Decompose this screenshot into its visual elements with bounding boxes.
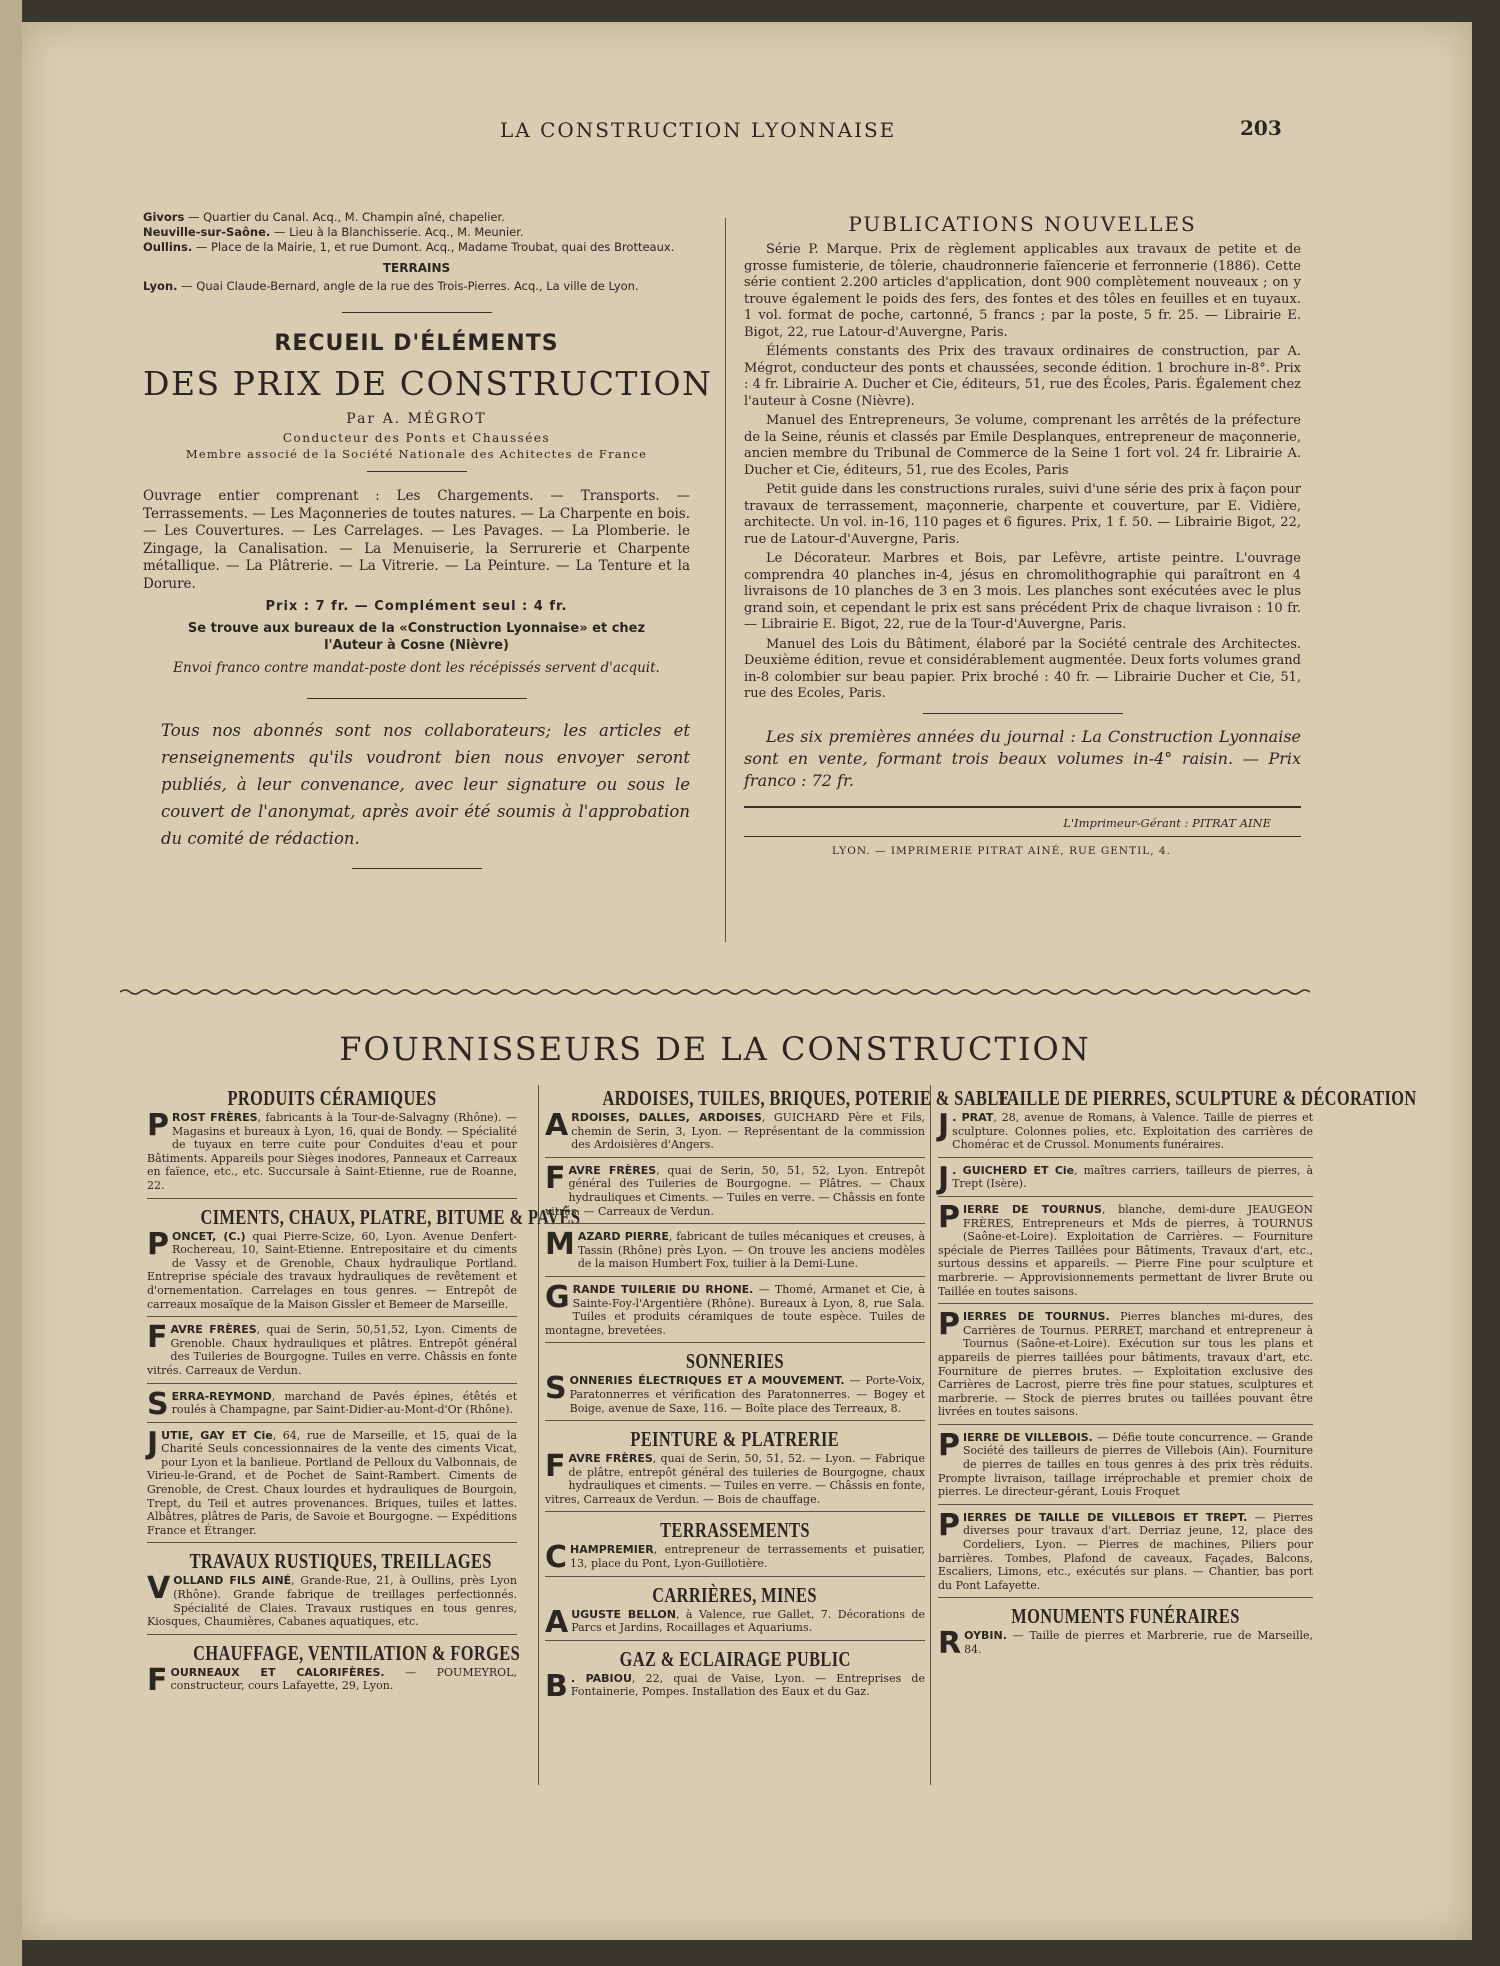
publication-item: Petit guide dans les constructions rurales, suivi d'une série des prix à façon pour travaux de terrassement, maçonnerie, charpente et couverture, par E. Vidière, architecte. Un vol. in-16, 110 pages et 6 figures. Prix, 1 f. 50. — Librairie Bigot, 22, rue de Latour-d'Auvergne, Paris. xyxy=(744,482,1301,547)
section-heading: PEINTURE & PLATRERIE xyxy=(630,1427,840,1452)
section-heading: GAZ & ECLAIRAGE PUBLIC xyxy=(619,1646,851,1671)
supplier-entry: SERRA-REYMOND, marchand de Pavés épines, étêtés et roulés à Champagne, par Saint-Didier-au-Mont-d'Or (Rhône). xyxy=(147,1386,517,1422)
rule xyxy=(938,1504,1313,1505)
author-member: Membre associé de la Société Nationale des Achitectes de France xyxy=(185,447,648,461)
supplier-entry: J . PRAT, 28, avenue de Romans, à Valence. Taille de pierres et sculpture. Colonnes polies, etc. Exploitation des carrières de Chomérac et de Crussol. Monuments funéraires. xyxy=(938,1108,1314,1152)
rule xyxy=(147,1542,517,1543)
availability: Se trouve aux bureaux de la «Construction Lyonnaise» et chez l'Auteur à Cosne (Nièvre) xyxy=(187,621,646,653)
author-role: Conducteur des Ponts et Chaussées xyxy=(282,431,551,445)
section-heading: CHAUFFAGE, VENTILATION & FORGES xyxy=(193,1640,521,1665)
rule xyxy=(938,1196,1313,1197)
page-edge xyxy=(0,0,22,1966)
notice: Oullins. — Place de la Mairie, 1, et rue Dumont. Acq., Madame Troubat, quai des Brotteaux. xyxy=(143,240,675,254)
column-divider xyxy=(538,1085,539,1785)
separator-line xyxy=(352,868,482,869)
rule xyxy=(147,1634,517,1635)
supplier-entry: FAVRE FRÈRES, quai de Serin, 50,51,52, Lyon. Ciments de Grenoble. Chaux hydrauliques et plâtres. Entrepôt général des Tuileries de Bourgogne. Tuiles en verre. Châssis en fonte vitrés. Carreaux de Verdun. xyxy=(147,1320,518,1377)
supplier-entry: PIERRES DE TAILLE DE VILLEBOIS ET TREPT. — Pierres diverses pour travaux d'art. Derriaz jeune, 12, place des Cordeliers, Lyon. — Pierres de machines, Piliers pour barrières. Tombes, Plafond de caveaux, Façades, Balcons, Escaliers, Limons, etc., exécutés sur plans. — Chantier, bas port du Pont Lafayette. xyxy=(938,1507,1314,1592)
separator-line xyxy=(342,312,492,313)
publication-item: Manuel des Lois du Bâtiment, élaboré par la Société centrale des Architectes. Deuxième édition, revue et considérablement augmentée. Deux forts volumes grand in-8 colombier sur beau papier. Prix broché : 40 fr. — Librairie Ducher et Cie, 51, rue des Ecoles, Paris. xyxy=(744,636,1301,701)
section-heading: MONUMENTS FUNÉRAIRES xyxy=(1011,1604,1240,1629)
rule xyxy=(545,1276,925,1277)
section-heading: CARRIÈRES, MINES xyxy=(652,1582,818,1607)
page-number: 203 xyxy=(1240,116,1282,140)
section-heading: TERRASSEMENTS xyxy=(660,1518,810,1543)
rule xyxy=(147,1422,517,1423)
notice: Neuville-sur-Saône. — Lieu à la Blanchisserie. Acq., M. Meunier. xyxy=(143,225,524,239)
terrains-label: TERRAINS xyxy=(382,261,451,275)
wavy-separator xyxy=(120,988,1310,996)
gerant-line: L'Imprimeur-Gérant : PITRAT AINE xyxy=(1063,815,1271,830)
rule xyxy=(744,806,1301,808)
supplier-entry: FAVRE FRÈRES, quai de Serin, 50, 51, 52, Lyon. Entrepôt général des Tuileries de Bourgogne. — Plâtres. — Chaux hydrauliques et Ciments. — Tuiles en verre. — Châssis en fonte vitrés. — Carreaux de Verdun. xyxy=(545,1160,925,1218)
supplier-entry: SONNERIES ÉLECTRIQUES ET A MOUVEMENT. — Porte-Voix, Paratonnerres et vérification des Paratonnerres. — Bogey et Boige, avenue de Saxe, 116. — Boîte place des Terreaux, 8. xyxy=(545,1371,925,1415)
supplier-entry: PROST FRÈRES, fabricants à la Tour-de-Salvagny (Rhône). — Magasins et bureaux à Lyon, 16, quai de Bondy. — Spécialité de tuyaux en terre cuite pour Conduites d'eau et pour Bâtiments. Appareils pour Sièges inodores, Panneaux et Carreaux en faïence, etc., etc. Succursale à Saint-Etienne, rue de Roanne, 22. xyxy=(147,1108,518,1192)
supplier-entry: GRANDE TUILERIE DU RHONE. — Thomé, Armanet et Cie, à Sainte-Foy-l'Argentière (Rhône). Bureaux à Lyon, 8, rue Sala. Tuiles et produits céramiques de toute espèce. Tuiles de montagne, brevetées. xyxy=(545,1279,925,1337)
supplier-entry: VOLLAND FILS AINÉ, Grande-Rue, 21, à Oullins, près Lyon (Rhône). Grande fabrique de treillages perfectionnés. Spécialité de Claies. Travaux rustiques en tous genres, Kiosques, Chaumières, Cabanes aquatiques, etc. xyxy=(147,1571,517,1629)
rule xyxy=(545,1342,925,1343)
rule xyxy=(147,1383,517,1384)
separator-line xyxy=(307,698,527,699)
separator-line xyxy=(923,713,1123,714)
publication-item: Le Décorateur. Marbres et Bois, par Lefèvre, artiste peintre. L'ouvrage comprendra 40 planches in-4, jésus en chromolithographie qui paraîtront en 4 livraisons de 10 planches de 3 en 3 mois. Les planches sont exécutées avec le plus grand soin, et cependant le prix est sans précédent Prix de chaque livraison : 10 fr. — Librairie E. Bigot, 22, rue de la Tour-d'Auvergne, Paris. xyxy=(744,551,1301,632)
rule xyxy=(545,1157,925,1158)
supplier-entry: ARDOISES, DALLES, ARDOISES, GUICHARD Père et Fils, chemin de Serin, 3, Lyon. — Représentant de la commission des Ardoisières d'Angers. xyxy=(545,1108,925,1152)
rule xyxy=(545,1511,925,1512)
six-annees-notice: Les six premières années du journal : La Construction Lyonnaise sont en vente, formant trois beaux volumes in-4° raisin. — Prix franco : 72 fr. xyxy=(744,726,1301,790)
rule xyxy=(147,1316,517,1317)
author: Par A. MÉGROT xyxy=(346,411,487,427)
abonnes-notice: Tous nos abonnés sont nos collaborateurs; les articles et renseignements qu'ils voudront bien nous envoyer seront publiés, à leur convenance, avec leur signature ou sous le couvert de l'anonymat, après avoir été soumis à l'approbation du comité de rédaction. xyxy=(161,721,690,848)
rule xyxy=(938,1303,1313,1304)
suppliers-column-3 xyxy=(938,1086,1417,1662)
contents-text: Ouvrage entier comprenant : Les Chargements. — Transports. — Terrassements. — Les Maçonneries de toutes natures. — La Charpente en bois. — Les Couvertures. — Les Carrelages. — Les Pavages. — La Plomberie. le Zingage, la Canalisation. — La Menuiserie, la Serrurerie et Charpente métallique. — La Plâtrerie. — La Vitrerie. — La Peinture. — La Tenture et la Dorure. xyxy=(143,488,690,592)
publications-title: PUBLICATIONS NOUVELLES xyxy=(848,212,1197,236)
section-heading: TRAVAUX RUSTIQUES, TREILLAGES xyxy=(189,1549,492,1574)
supplier-entry: AUGUSTE BELLON, à Valence, rue Gallet, 7. Décorations de Parcs et Jardins, Rocaillages et Aquariums. xyxy=(545,1604,926,1640)
notice: Givors — Quartier du Canal. Acq., M. Champin aîné, chapelier. xyxy=(143,210,505,224)
section-heading: ARDOISES, TUILES, BRIQUES, POTERIE & SABLE xyxy=(602,1086,1010,1110)
prix-title: DES PRIX DE CONSTRUCTION xyxy=(143,364,713,403)
rule xyxy=(545,1420,925,1421)
supplier-entry: FAVRE FRÈRES, quai de Serin, 50, 51, 52. — Lyon. — Fabrique de plâtre, entrepôt général des tuileries de Bourgogne, chaux hydrauliques et ciments. — Tuiles en verre. — Châssis en fonte, vitres, Carreaux de Verdun. — Bois de chauffage. xyxy=(545,1449,926,1506)
supplier-entry: ROYBIN. — Taille de pierres et Marbrerie, rue de Marseille, 84. xyxy=(938,1626,1313,1662)
rule xyxy=(938,1157,1313,1158)
supplier-entry: JUTIE, GAY ET Cie, 64, rue de Marseille, et 15, quai de la Charité Seuls concessionnaires de la vente des ciments Vicat, pour Lyon et la banlieue. Portland de Pelloux du Valbonnais, de Virieu-le-Grand, et de Pochet de Saint-Rambert. Ciments de Grenoble, de Crest. Chaux lourdes et hydrauliques de Bourgoin, Trept, du Teil et autres provenances. Briques, tuiles et lattes. Albâtres, plâtres de Paris, de Savoie et Bourgogne. — Expéditions France et Étranger. xyxy=(147,1425,517,1537)
supplier-entry: B . PABIOU, 22, quai de Vaise, Lyon. — Entreprises de Fontainerie, Pompes. Installation des Eaux et du Gaz. xyxy=(545,1668,925,1704)
publications-list xyxy=(744,242,1301,703)
rule xyxy=(545,1640,925,1641)
supplier-entry: MAZARD PIERRE, fabricant de tuiles mécaniques et creuses, à Tassin (Rhône) près Lyon. — On trouve les anciens modèles de la maison Humbert Fox, tuilier à la Demi-Lune. xyxy=(545,1227,926,1271)
fournisseurs-title: FOURNISSEURS DE LA CONSTRUCTION xyxy=(339,1030,1091,1068)
column-divider xyxy=(930,1085,931,1785)
section-heading: CIMENTS, CHAUX, PLATRE, BITUME & PAVÉS xyxy=(200,1204,581,1229)
recueil-title: RECUEIL D'ÉLÉMENTS xyxy=(274,331,559,356)
column-divider xyxy=(725,218,726,942)
section-heading: SONNERIES xyxy=(685,1349,785,1374)
rule xyxy=(744,836,1301,837)
supplier-entry: J . GUICHERD ET Cie, maîtres carriers, tailleurs de pierres, à Trept (Isère). xyxy=(938,1160,1314,1196)
rule xyxy=(545,1223,925,1224)
supplier-entry: PIERRE DE VILLEBOIS. — Défie toute concurrence. — Grande Société des tailleurs de pierres de Villebois (Ain). Fourniture de pierres de tailles en tous genres à des prix très réduits. Prompte livraison, taillage irréprochable et premier choix de pierres. Le directeur-gérant, Louis Froquet xyxy=(938,1427,1314,1499)
supplier-entry: PIERRES DE TOURNUS. Pierres blanches mi-dures, des Carrières de Tournus. PERRET, marchand et entrepreneur à Tournus (Saône-et-Loire). Exécution sur tous les plans et appareils de pierres taillées pour bâtiments, travaux d'art, etc. Fourniture de pierres brutes. — Exploitation exclusive des Carrières de Lacrost, pierre très fine pour statues, sculptures et marbrerie. — Stock de pierres brutes ou taillées pouvant être livrées en toutes saisons. xyxy=(938,1307,1313,1419)
left-column xyxy=(143,210,713,869)
right-column xyxy=(744,212,1301,857)
rule xyxy=(545,1576,925,1577)
suppliers-column-1 xyxy=(147,1086,581,1698)
supplier-entry: CHAMPREMIER, entrepreneur de terrassements et puisatier, 13, place du Pont, Lyon-Guillotière. xyxy=(545,1540,925,1576)
terrain-notice: Lyon. — Quai Claude-Bernard, angle de la rue des Trois-Pierres. Acq., La ville de Lyon. xyxy=(143,279,639,293)
acquisition-notices xyxy=(143,210,690,255)
price-line: Prix : 7 fr. — Complément seul : 4 fr. xyxy=(265,599,568,614)
rule xyxy=(938,1597,1313,1598)
suppliers-column-2 xyxy=(545,1086,1010,1704)
publication-item: Série P. Marque. Prix de règlement applicables aux travaux de petite et de grosse fumisterie, de tôlerie, chaudronnerie faïencerie et ferronnerie (1886). Cette série contient 2.200 articles d'application, dont 900 complètement nouveaux ; on y trouve également le poids des fers, des fontes et des tôles en feuilles et en tuyaux. 1 vol. format de poche, cartonné, 5 francs ; par la poste, 5 fr. 25. — Librairie E. Bigot, 22, rue Latour-d'Auvergne, Paris. xyxy=(744,242,1301,340)
separator-line xyxy=(367,471,467,472)
imprimerie-line: LYON. — IMPRIMERIE PITRAT AINÉ, RUE GENTIL, 4. xyxy=(832,844,1171,857)
supplier-entry: PONCET, (C.) quai Pierre-Scize, 60, Lyon. Avenue Denfert-Rochereau, 10, Saint-Etienne. Entrepositaire et du ciments de Vassy et de Grenoble, Chaux hydraulique Portland. Entreprise spéciale des travaux hydrauliques de revêtement et d'ornementation. Carrelages en tous genres. — Entrepôt de carreaux mosaïque de la Maison Gissler et Bemeer de Marseille. xyxy=(147,1226,517,1311)
section-heading: TAILLE DE PIERRES, SCULPTURE & DÉCORATION xyxy=(997,1086,1417,1110)
rule xyxy=(938,1424,1313,1425)
rule xyxy=(147,1198,517,1199)
running-header: LA CONSTRUCTION LYONNAISE xyxy=(500,118,897,142)
publication-item: Éléments constants des Prix des travaux ordinaires de construction, par A. Mégrot, conducteur des ponts et chaussées, seconde édition. 1 brochure in-8°. Prix : 4 fr. Librairie A. Ducher et Cie, éditeurs, 51, rue des Écoles, Paris. Également chez l'auteur à Cosne (Nièvre). xyxy=(744,344,1301,409)
supplier-entry: PIERRE DE TOURNUS, blanche, demi-dure JEAUGEON FRÈRES, Entrepreneurs et Mds de pierres, à TOURNUS (Saône-et-Loire). Exploitation de Carrières. — Fourniture spéciale de Pierres Taillées pour Bâtiments, Travaux d'art, etc., surtous dessins et appareils. — Pierre Fine pour sculpture et marbrerie. — Approvisionnements permettant de livrer Brute ou Taillée en toutes saisons. xyxy=(938,1199,1314,1298)
publication-item: Manuel des Entrepreneurs, 3e volume, comprenant les arrêtés de la préfecture de la Seine, réunis et classés par Emile Desplanques, entrepreneur de maçonnerie, ancien membre du Tribunal de Commerce de la Seine 1 fort vol. 24 fr. Librairie A. Ducher et Cie, éditeurs, 51, rue des Ecoles, Paris xyxy=(744,413,1301,478)
section-heading: PRODUITS CÉRAMIQUES xyxy=(227,1086,437,1110)
supplier-entry: FOURNEAUX ET CALORIFÈRES. — POUMEYROL, constructeur, cours Lafayette, 29, Lyon. xyxy=(147,1662,517,1698)
envoi-line: Envoi franco contre mandat-poste dont les récépissés servent d'acquit. xyxy=(173,660,660,676)
